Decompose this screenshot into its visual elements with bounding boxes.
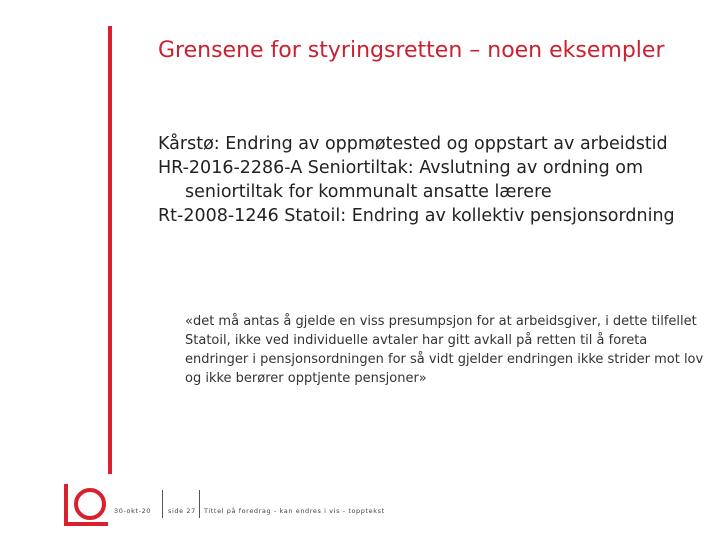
footer-caption: Tittel på foredrag - kan endres i vis - topptekst: [204, 507, 385, 515]
list-item: Rt-2008-1246 Statoil: Endring av kollektiv pensjonsordning: [158, 206, 675, 226]
court-quote: «det må antas å gjelde en viss presumpsjon for at arbeidsgiver, i dette tilfellet Statoil, ikke ved individuelle avtaler har gitt avkall på retten til å foreta endringer i pensjonsordningen for så vidt gjelder endringen ikke strider mot lov og ikke berører opptjente pensjoner»: [185, 314, 704, 386]
bullet-list: [158, 132, 698, 228]
accent-rule: [108, 26, 112, 474]
footer-divider: [162, 490, 163, 518]
footer-divider: [199, 490, 200, 518]
footer-page-number: side 27: [168, 507, 196, 515]
list-item: Kårstø: Endring av oppmøtested og oppstart av arbeidstid: [158, 134, 668, 154]
lo-logo-icon: [60, 480, 112, 532]
footer-date: 30-okt-20: [114, 507, 152, 515]
footer: [0, 476, 720, 540]
slide-title: Grensene for styringsretten – noen eksempler: [158, 38, 665, 63]
list-item: HR-2016-2286-A Seniortiltak: Avslutning av ordning om seniortiltak for kommunalt ansatte lærere: [158, 158, 644, 202]
